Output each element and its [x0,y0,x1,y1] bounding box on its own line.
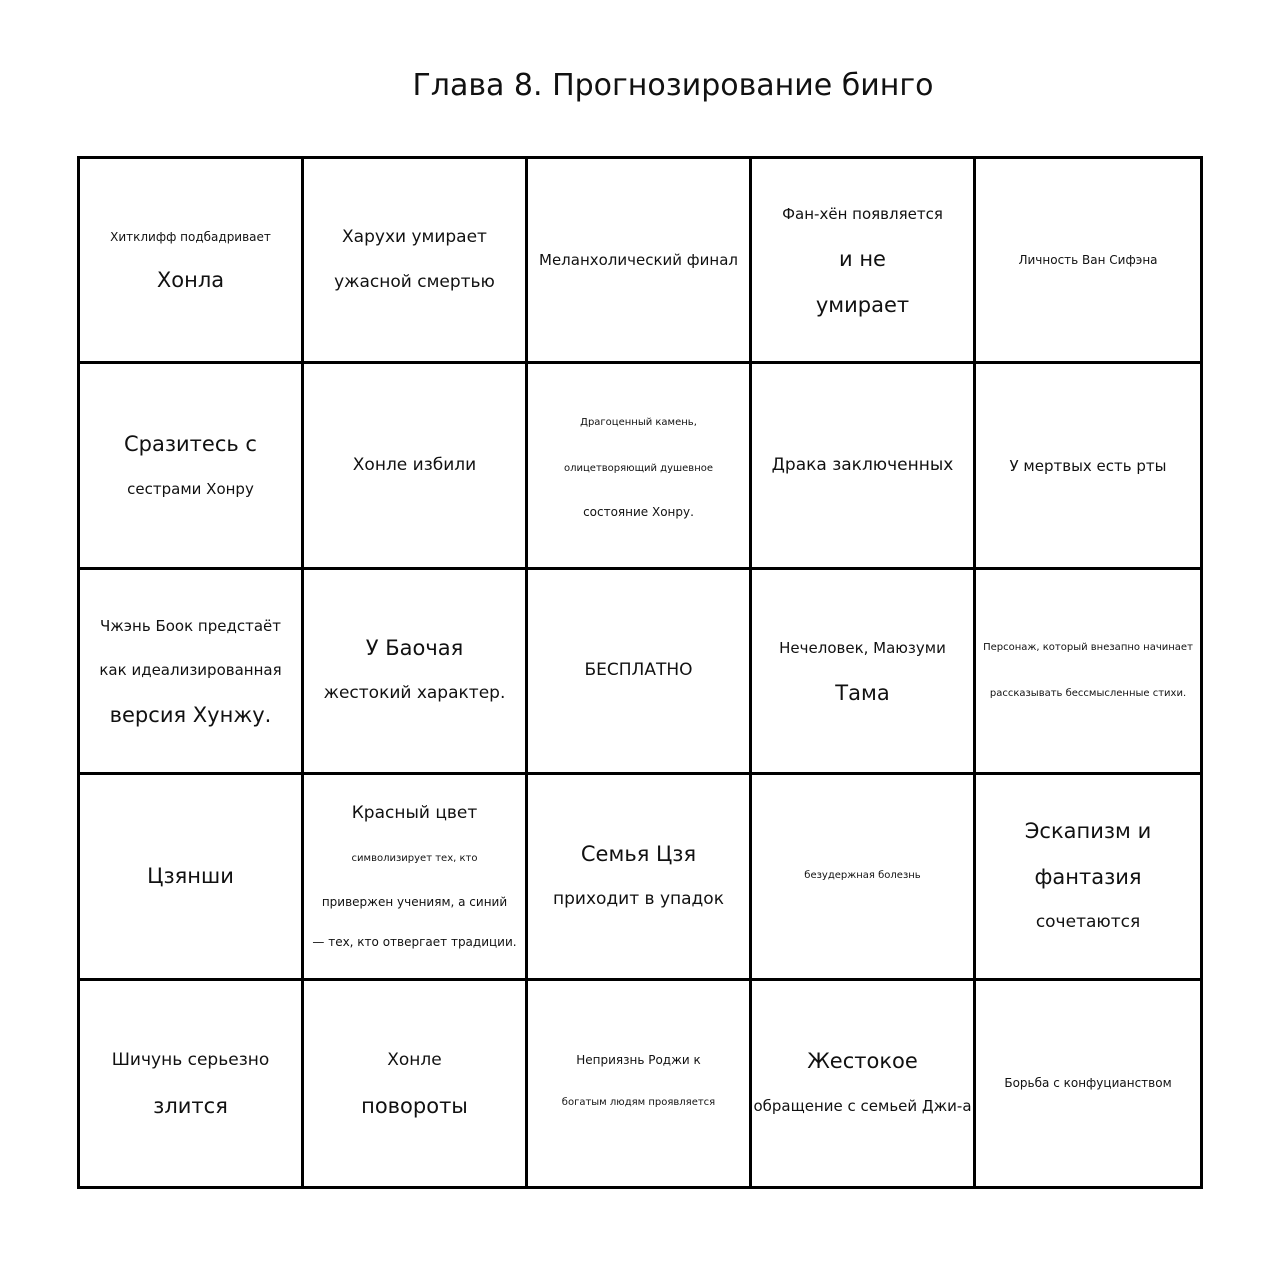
cell-text-line: Хитклифф подбадривает [110,230,271,245]
cell-text-line: фантазия [1034,864,1142,889]
cell-text-line: Тама [835,680,890,705]
cell-text-line: Цзянши [147,864,234,889]
cell-text-line: Сразитесь с [124,431,257,456]
cell-text-line: Жестокое [807,1049,918,1074]
cell-text-line: состояние Хонру. [583,504,694,519]
cell-text-line: Семья Цзя [580,841,697,866]
cell-text-line: умирает [815,293,910,318]
cell-text-line: приходит в упадок [553,888,724,909]
cell-text-line: Эскапизм и [1024,818,1152,843]
cell-text-line: версия Хунжу. [109,702,272,727]
cell-text-line: богатым людям проявляется [561,1097,716,1109]
cell-text-line: Неприязнь Роджи к [576,1053,701,1068]
bingo-cell-2-2[interactable] [304,364,528,569]
bingo-cell-2-5[interactable] [976,364,1200,569]
cell-text-line: жестокий характер. [323,683,506,704]
cell-text-line: У Баочая [365,636,464,661]
cell-text-line: Красный цвет [351,802,478,823]
cell-text-line: олицетворяющий душевное [563,462,714,474]
bingo-cell-1-5[interactable] [976,159,1200,364]
bingo-cell-1-3[interactable] [528,159,752,364]
bingo-cell-1-4[interactable] [752,159,976,364]
page-title: Глава 8. Прогнозирование бинго [412,68,934,103]
cell-text-line: Личность Ван Сифэна [1018,253,1158,268]
cell-text-line: Меланхолический финал [539,251,738,270]
bingo-cell-3-3-free[interactable] [528,570,752,775]
bingo-cell-2-4[interactable] [752,364,976,569]
bingo-cell-5-1[interactable] [80,981,304,1186]
bingo-cell-2-3[interactable] [528,364,752,569]
bingo-cell-4-3[interactable] [528,775,752,980]
cell-text-line: Персонаж, который внезапно начинает [983,641,1193,653]
bingo-cell-2-1[interactable] [80,364,304,569]
bingo-cell-5-2[interactable] [304,981,528,1186]
cell-text-line: привержен учениям, а синий [321,894,508,909]
bingo-cell-4-4[interactable] [752,775,976,980]
bingo-cell-1-2[interactable] [304,159,528,364]
cell-text-line: злится [153,1093,228,1118]
cell-text-line: Чжэнь Боок предстаёт [100,616,281,635]
cell-text-line: ужасной смертью [334,272,495,293]
cell-text-line: Борьба с конфуцианством [1004,1076,1172,1091]
cell-text-line: Хонле [387,1049,442,1070]
bingo-cell-4-1[interactable] [80,775,304,980]
cell-text-line: обращение с семьей Джи-а [753,1097,972,1116]
bingo-cell-3-5[interactable] [976,570,1200,775]
cell-text-line: сестрами Хонру [127,479,254,498]
bingo-cell-3-2[interactable] [304,570,528,775]
cell-text-line: сочетаются [1035,911,1141,932]
bingo-cell-3-4[interactable] [752,570,976,775]
cell-text-line: Драка заключенных [771,455,954,476]
bingo-board [77,156,1203,1189]
cell-text-line: и не [839,247,886,272]
cell-text-line: символизирует тех, кто [351,852,478,864]
cell-text-line: У мертвых есть рты [1009,456,1167,475]
cell-text-line: — тех, кто отвергает традиции. [312,934,517,949]
bingo-cell-5-3[interactable] [528,981,752,1186]
cell-text-line: Хонла [156,268,225,293]
free-space-label: БЕСПЛАТНО [584,660,693,681]
bingo-cell-5-4[interactable] [752,981,976,1186]
cell-text-line: Фан-хён появляется [782,205,943,224]
cell-text-line: повороты [361,1093,468,1118]
bingo-cell-1-1[interactable] [80,159,304,364]
cell-text-line: безудержная болезнь [804,870,921,882]
cell-text-line: рассказывать бессмысленные стихи. [989,687,1187,699]
cell-text-line: как идеализированная [99,660,282,679]
cell-text-line: Драгоценный камень, [580,416,697,428]
bingo-cell-5-5[interactable] [976,981,1200,1186]
bingo-cell-3-1[interactable] [80,570,304,775]
bingo-cell-4-2[interactable] [304,775,528,980]
cell-text-line: Шичунь серьезно [111,1049,270,1070]
cell-text-line: Хонле избили [352,455,477,476]
cell-text-line: Харухи умирает [342,227,487,248]
bingo-cell-4-5[interactable] [976,775,1200,980]
cell-text-line: Нечеловек, Маюзуми [779,638,946,657]
